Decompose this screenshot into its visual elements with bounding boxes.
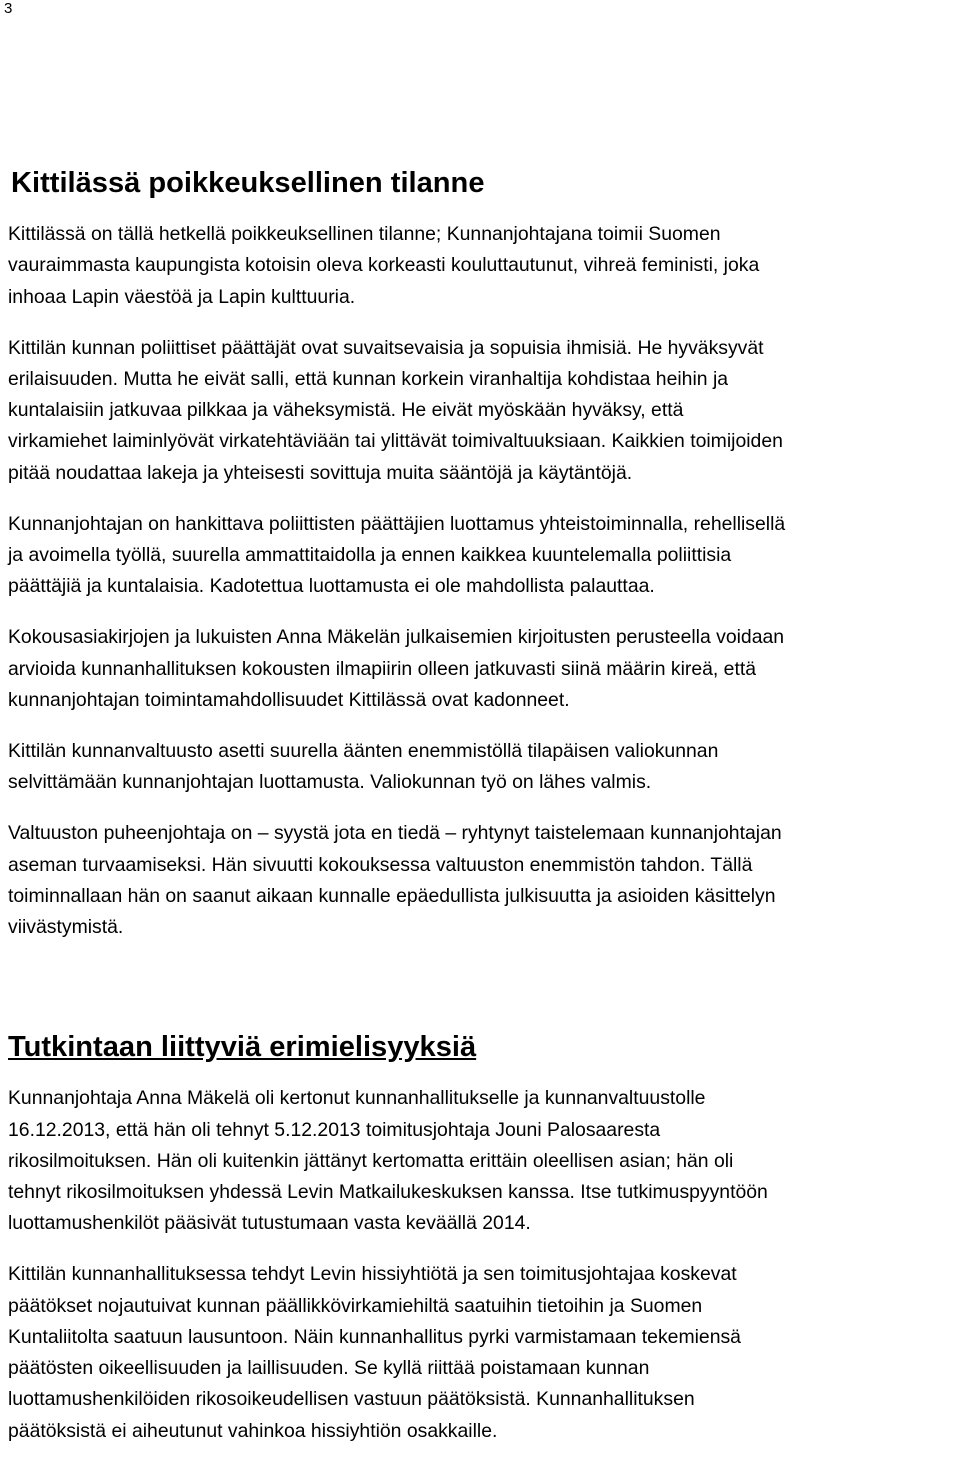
text-line: Kunnanjohtajan on hankittava poliittisten päättäjien luottamus yhteistoiminnalla, rehellisellä (8, 512, 786, 535)
paragraph (8, 622, 958, 716)
page-number: 3 (4, 0, 13, 17)
text-line: kuntalaisiin jatkuvaa pilkkaa ja väheksymistä. He eivät myöskään hyväksy, että (8, 399, 684, 422)
text-line: arvioida kunnanhallituksen kokousten ilmapiirin olleen jatkuvasti siinä määrin kireä, että (8, 657, 757, 680)
text-line: 16.12.2013, että hän oli tehnyt 5.12.2013 toimitusjohtaja Jouni Palosaaresta (8, 1118, 661, 1141)
text-line: päätöksistä ei aiheutunut vahinkoa hissiyhtiön osakkaille. (8, 1419, 498, 1442)
text-line: päätökset nojautuivat kunnan päällikkövirkamiehiltä saatuihin tietoihin ja Suomen (8, 1294, 703, 1317)
text-line: aseman turvaamiseksi. Hän sivuutti kokouksessa valtuuston enemmistön tahdon. Tällä (8, 853, 753, 876)
text-line: selvittämään kunnanjohtajan luottamusta. Valiokunnan työ on lähes valmis. (8, 771, 652, 794)
text-line: luottamushenkilöiden rikosoikeudellisen vastuun päätöksistä. Kunnanhallituksen (8, 1388, 695, 1411)
section-heading-investigation-disagreements: Tutkintaan liittyviä erimielisyyksiä (8, 1031, 477, 1064)
text-line: Valtuuston puheenjohtaja on – syystä jota en tiedä – ryhtynyt taistelemaan kunnanjohtajan (8, 822, 782, 845)
text-line: pitää noudattaa lakeja ja yhteisesti sovittuja muita sääntöjä ja käytäntöjä. (8, 461, 633, 484)
text-line: erilaisuuden. Mutta he eivät salli, että kunnan korkein viranhaltija kohdistaa heihin ja (8, 368, 729, 391)
text-line: Kokousasiakirjojen ja lukuisten Anna Mäkelän julkaisemien kirjoitusten perusteella voidaan (8, 626, 785, 649)
paragraph (8, 509, 958, 603)
text-line: toiminnallaan hän on saanut aikaan kunnalle epäedullista julkisuutta ja asioiden käsittelyn (8, 884, 776, 907)
paragraph (8, 1083, 958, 1239)
text-line: ja avoimella työllä, suurella ammattitaidolla ja ennen kaikkea kuuntelemalla poliittisia (8, 544, 732, 567)
text-line: kunnanjohtajan toimintamahdollisuudet Kittilässä ovat kadonneet. (8, 688, 570, 711)
paragraph (8, 818, 958, 943)
document-body (8, 168, 958, 1467)
text-line: tehnyt rikosilmoituksen yhdessä Levin Matkailukeskuksen kanssa. Itse tutkimuspyyntöön (8, 1181, 768, 1204)
text-line: Kuntaliitolta saatuun lausuntoon. Näin kunnanhallitus pyrki varmistamaan tekemiensä (8, 1325, 741, 1348)
text-line: vauraimmasta kaupungista kotoisin oleva korkeasti kouluttautunut, vihreä feministi, joka (8, 254, 760, 277)
paragraph (8, 219, 958, 313)
paragraph (8, 1259, 958, 1446)
text-line: viivästymistä. (8, 916, 124, 939)
text-line: rikosilmoituksen. Hän oli kuitenkin jättänyt kertomatta erittäin oleellisen asian; hän oli (8, 1149, 734, 1172)
paragraph (8, 333, 958, 489)
text-line: luottamushenkilöt pääsivät tutustumaan vasta keväällä 2014. (8, 1212, 531, 1235)
paragraph (8, 736, 958, 798)
text-line: Kunnanjohtaja Anna Mäkelä oli kertonut kunnanhallitukselle ja kunnanvaltuustolle (8, 1087, 706, 1110)
text-line: virkamiehet laiminlyövät virkatehtäviään tai ylittävät toimivaltuuksiaan. Kaikkien toimijoiden (8, 430, 783, 453)
text-line: Kittilän kunnan poliittiset päättäjät ovat suvaitsevaisia ja sopuisia ihmisiä. He hyväksyvät (8, 336, 764, 359)
section-heading-kittila-situation: Kittilässä poikkeuksellinen tilanne (11, 167, 485, 199)
text-line: inhoaa Lapin väestöä ja Lapin kulttuuria. (8, 285, 356, 308)
text-line: päättäjiä ja kuntalaisia. Kadotettua luottamusta ei ole mahdollista palauttaa. (8, 575, 655, 598)
text-line: Kittilässä on tällä hetkellä poikkeuksellinen tilanne; Kunnanjohtajana toimii Suomen (8, 223, 721, 246)
text-line: Kittilän kunnanhallituksessa tehdyt Levin hissiyhtiötä ja sen toimitusjohtajaa koskevat (8, 1263, 737, 1286)
text-line: Kittilän kunnanvaltuusto asetti suurella äänten enemmistöllä tilapäisen valiokunnan (8, 740, 719, 763)
text-line: päätösten oikeellisuuden ja laillisuuden. Se kyllä riittää poistamaan kunnan (8, 1357, 650, 1380)
